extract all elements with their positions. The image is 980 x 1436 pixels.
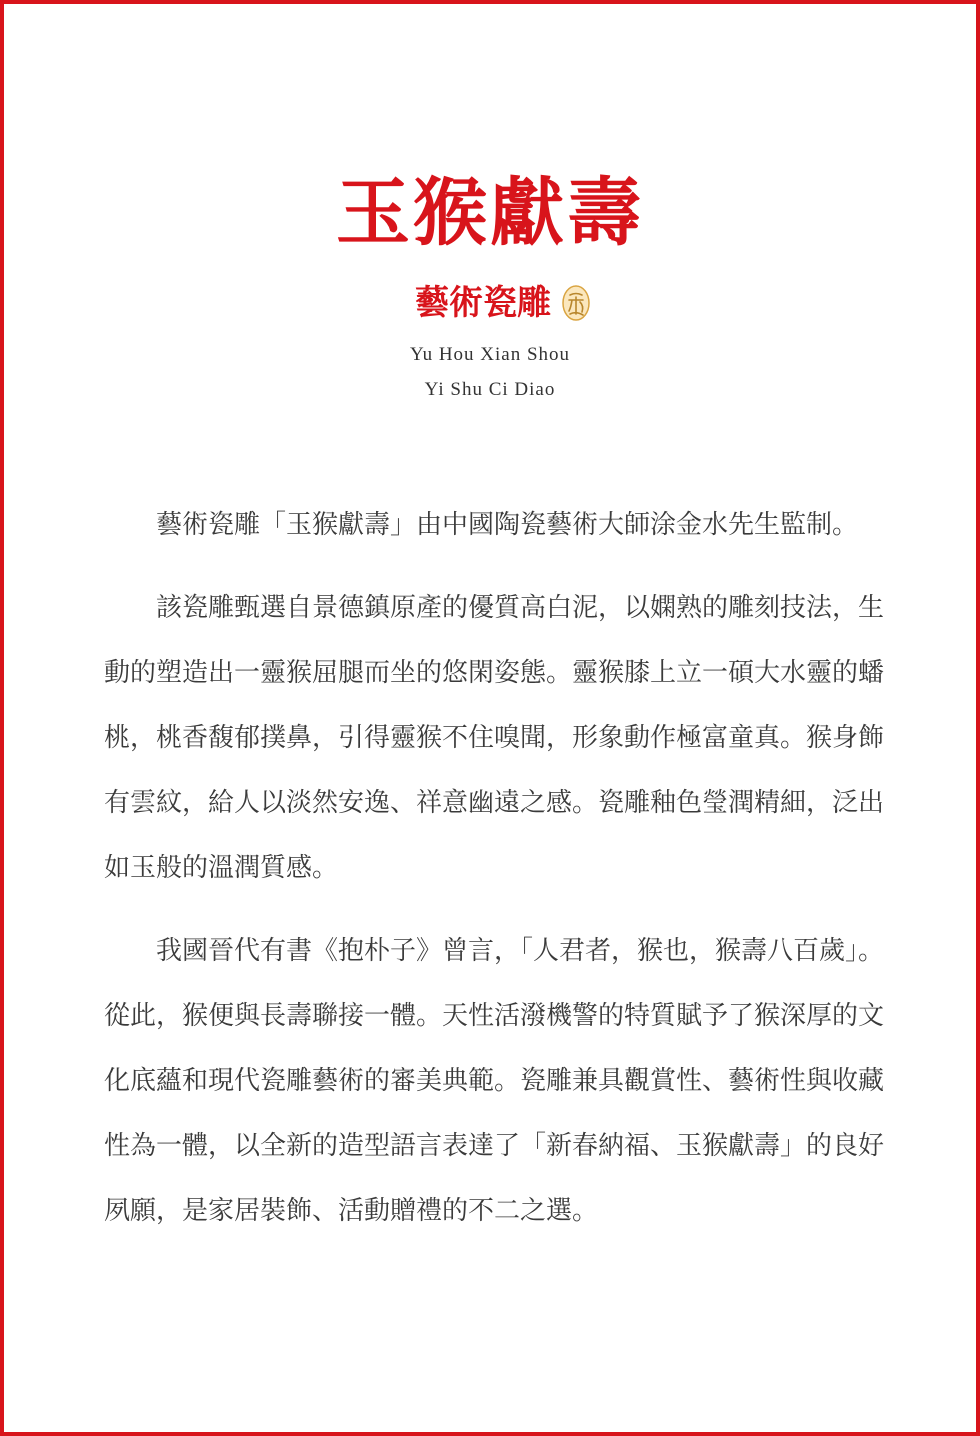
subtitle-row (4, 278, 976, 328)
pinyin-title: Yu Hou Xian Shou (409, 344, 571, 365)
seal-stamp-icon (561, 284, 591, 322)
paragraph-description: 該瓷雕甄選自景德鎮原產的優質高白泥，以嫻熟的雕刻技法，生動的塑造出一靈猴屈腿而坐的悠閑姿態。靈猴膝上立一碩大水靈的蟠桃，桃香馥郁撲鼻，引得靈猴不住嗅聞，形象動作極富童真。猴身飾有雲紋，給人以淡然安逸、祥意幽遠之感。瓷雕釉色瑩潤精細，泛出如玉般的溫潤質感。 (104, 593, 885, 883)
paragraph-history: 我國晉代有書《抱朴子》曾言，「人君者，猴也，猴壽八百歲」。從此，猴便與長壽聯接一體。天性活潑機警的特質賦予了猴深厚的文化底蘊和現代瓷雕藝術的審美典範。瓷雕兼具觀賞性、藝術性與收藏性為一體，以全新的造型語言表達了「新春納福、玉猴獻壽」的良好夙願，是家居裝飾、活動贈禮的不二之選。 (104, 936, 885, 1226)
page-subtitle: 藝術瓷雕 (415, 283, 551, 323)
paragraph-intro: 藝術瓷雕「玉猴獻壽」由中國陶瓷藝術大師涂金水先生監制。 (156, 510, 859, 540)
page-title: 玉猴獻壽 (336, 170, 644, 256)
body-text (104, 493, 904, 1244)
pinyin-subtitle: Yi Shu Ci Diao (424, 379, 556, 400)
